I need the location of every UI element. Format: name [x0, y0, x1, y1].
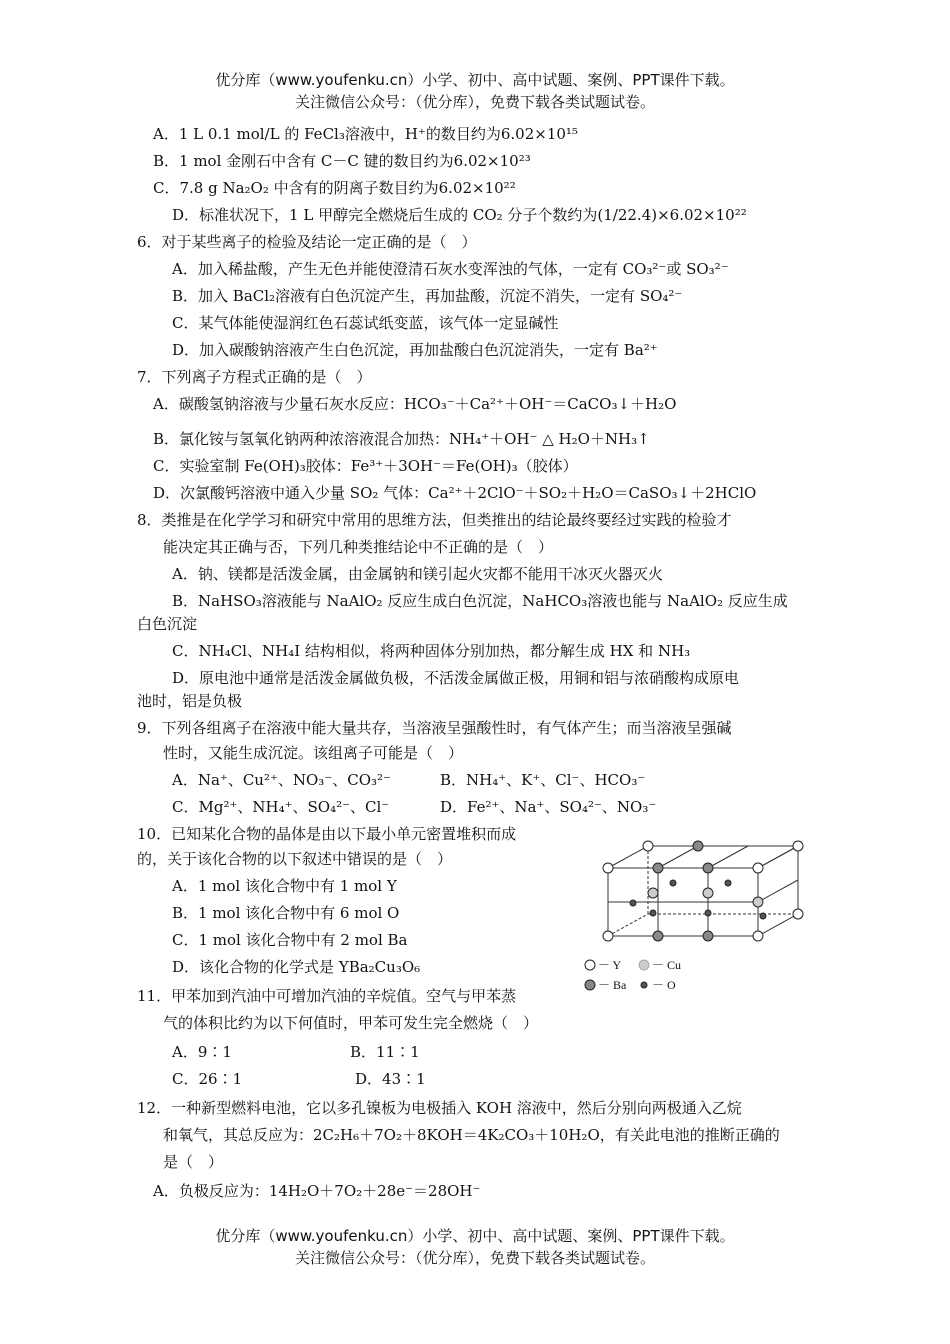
legend-ba-label: － Ba: [598, 978, 627, 992]
q9-stem-line-2: 性时，又能生成沉淀。该组离子可能是（ ）: [163, 744, 464, 762]
q8-option-b-line-2: 白色沉淀: [137, 615, 198, 633]
q10-option-d: D．该化合物的化学式是 YBa₂Cu₃O₆: [172, 958, 421, 976]
legend-o-symbol: [641, 982, 647, 988]
q6-option-c: C．某气体能使湿润红色石蕊试纸变蓝，该气体一定显碱性: [172, 314, 559, 332]
q7-option-c: C．实验室制 Fe(OH)₃胶体：Fe³⁺＋3OH⁻＝Fe(OH)₃（胶体）: [153, 457, 578, 475]
q10-option-a: A．1 mol 该化合物中有 1 mol Y: [172, 877, 397, 895]
q8-option-a: A．钠、镁都是活泼金属，由金属钠和镁引起火灾都不能用干冰灭火器灭火: [172, 565, 663, 583]
q9-option-c: C．Mg²⁺、NH₄⁺、SO₄²⁻、Cl⁻: [172, 798, 390, 816]
q5-option-d: D．标准状况下，1 L 甲醇完全燃烧后生成的 CO₂ 分子个数约为(1/22.4)×6.02×10²²: [172, 206, 747, 224]
q8-option-b-line-1: B．NaHSO₃溶液能与 NaAlO₂ 反应生成白色沉淀，NaHCO₃溶液也能与 NaAlO₂ 反应生成: [172, 592, 788, 610]
q11-option-c: C．26∶1: [172, 1070, 243, 1088]
q9-option-a: A．Na⁺、Cu²⁺、NO₃⁻、CO₃²⁻: [172, 771, 391, 789]
q11-option-b: B．11∶1: [350, 1043, 420, 1061]
q8-stem-line-1: 8．类推是在化学学习和研究中常用的思维方法，但类推出的结论最终要经过实践的检验才: [137, 511, 732, 529]
q11-stem-line-1: 11．甲苯加到汽油中可增加汽油的辛烷值。空气与甲苯蒸: [137, 987, 517, 1005]
q6-option-b: B．加入 BaCl₂溶液有白色沉淀产生，再加盐酸，沉淀不消失，一定有 SO₄²⁻: [172, 287, 683, 305]
legend-o-label: － O: [652, 978, 676, 992]
q5-option-b: B．1 mol 金刚石中含有 C－C 键的数目约为6.02×10²³: [153, 152, 531, 170]
q6-stem: 6．对于某些离子的检验及结论一定正确的是（ ）: [137, 233, 477, 251]
q7-option-b: B．氯化铵与氢氧化钠两种浓溶液混合加热：NH₄⁺＋OH⁻ △ H₂O＋NH₃↑: [153, 430, 650, 448]
q12-stem-line-2: 和氧气，其总反应为：2C₂H₆＋7O₂＋8KOH＝4K₂CO₃＋10H₂O，有关此电池的推断正确的: [163, 1126, 780, 1144]
legend-ba-symbol: [585, 980, 595, 990]
q9-option-d: D．Fe²⁺、Na⁺、SO₄²⁻、NO₃⁻: [440, 798, 657, 816]
crystal-unit-cell-figure: [578, 838, 828, 998]
q8-option-d-line-1: D．原电池中通常是活泼金属做负极，不活泼金属做正极，用铜和铝与浓硝酸构成原电: [172, 669, 740, 687]
q10-stem-line-1: 10．已知某化合物的晶体是由以下最小单元密置堆积而成: [137, 825, 517, 843]
legend-y-symbol: [585, 960, 595, 970]
legend-cu-label: － Cu: [652, 958, 682, 972]
q10-option-b: B．1 mol 该化合物中有 6 mol O: [172, 904, 400, 922]
q9-stem-line-1: 9．下列各组离子在溶液中能大量共存，当溶液呈强酸性时，有气体产生；而当溶液呈强碱: [137, 719, 732, 737]
page-header-line-2: 关注微信公众号：（优分库），免费下载各类试题试卷。: [294, 93, 655, 111]
q6-option-d: D．加入碳酸钠溶液产生白色沉淀，再加盐酸白色沉淀消失，一定有 Ba²⁺: [172, 341, 658, 359]
q8-option-d-line-2: 池时，铝是负极: [137, 692, 243, 710]
crystal-atoms: [603, 841, 803, 941]
q11-option-a: A．9∶1: [172, 1043, 232, 1061]
page-footer-line-1: 优分库（www.youfenku.cn）小学、初中、高中试题、案例、PPT课件下载。: [215, 1227, 735, 1245]
q5-option-a: A．1 L 0.1 mol/L 的 FeCl₃溶液中，H⁺的数目约为6.02×10¹⁵: [153, 125, 578, 143]
q11-option-d: D．43∶1: [355, 1070, 426, 1088]
q12-option-a: A．负极反应为：14H₂O＋7O₂＋28e⁻＝28OH⁻: [153, 1182, 481, 1200]
q8-option-c: C．NH₄Cl、NH₄I 结构相似，将两种固体分别加热，都分解生成 HX 和 NH₃: [172, 642, 691, 660]
q7-stem: 7．下列离子方程式正确的是（ ）: [137, 368, 372, 386]
crystal-legend: [585, 958, 681, 992]
q8-stem-line-2: 能决定其正确与否，下列几种类推结论中不正确的是（ ）: [163, 538, 554, 556]
q11-stem-line-2: 气的体积比约为以下何值时，甲苯可发生完全燃烧（ ）: [163, 1014, 539, 1032]
page-footer-line-2: 关注微信公众号：（优分库），免费下载各类试题试卷。: [294, 1249, 655, 1267]
q7-option-d: D．次氯酸钙溶液中通入少量 SO₂ 气体：Ca²⁺＋2ClO⁻＋SO₂＋H₂O＝CaSO₃↓＋2HClO: [153, 484, 757, 502]
q10-stem-line-2: 的，关于该化合物的以下叙述中错误的是（ ）: [137, 850, 453, 868]
q10-option-c: C．1 mol 该化合物中有 2 mol Ba: [172, 931, 408, 949]
q12-stem-line-3: 是（ ）: [163, 1153, 224, 1171]
q6-option-a: A．加入稀盐酸，产生无色并能使澄清石灰水变浑浊的气体，一定有 CO₃²⁻或 SO₃²⁻: [172, 260, 729, 278]
q12-stem-line-1: 12．一种新型燃料电池，它以多孔镍板为电极插入 KOH 溶液中，然后分别向两极通入乙烷: [137, 1099, 742, 1117]
page-header-line-1: 优分库（www.youfenku.cn）小学、初中、高中试题、案例、PPT课件下载。: [215, 71, 735, 89]
legend-y-label: － Y: [598, 958, 622, 972]
legend-cu-symbol: [639, 960, 649, 970]
q9-option-b: B．NH₄⁺、K⁺、Cl⁻、HCO₃⁻: [440, 771, 646, 789]
q5-option-c: C．7.8 g Na₂O₂ 中含有的阴离子数目约为6.02×10²²: [153, 179, 516, 197]
q7-option-a: A．碳酸氢钠溶液与少量石灰水反应：HCO₃⁻＋Ca²⁺＋OH⁻＝CaCO₃↓＋H₂O: [153, 395, 677, 413]
